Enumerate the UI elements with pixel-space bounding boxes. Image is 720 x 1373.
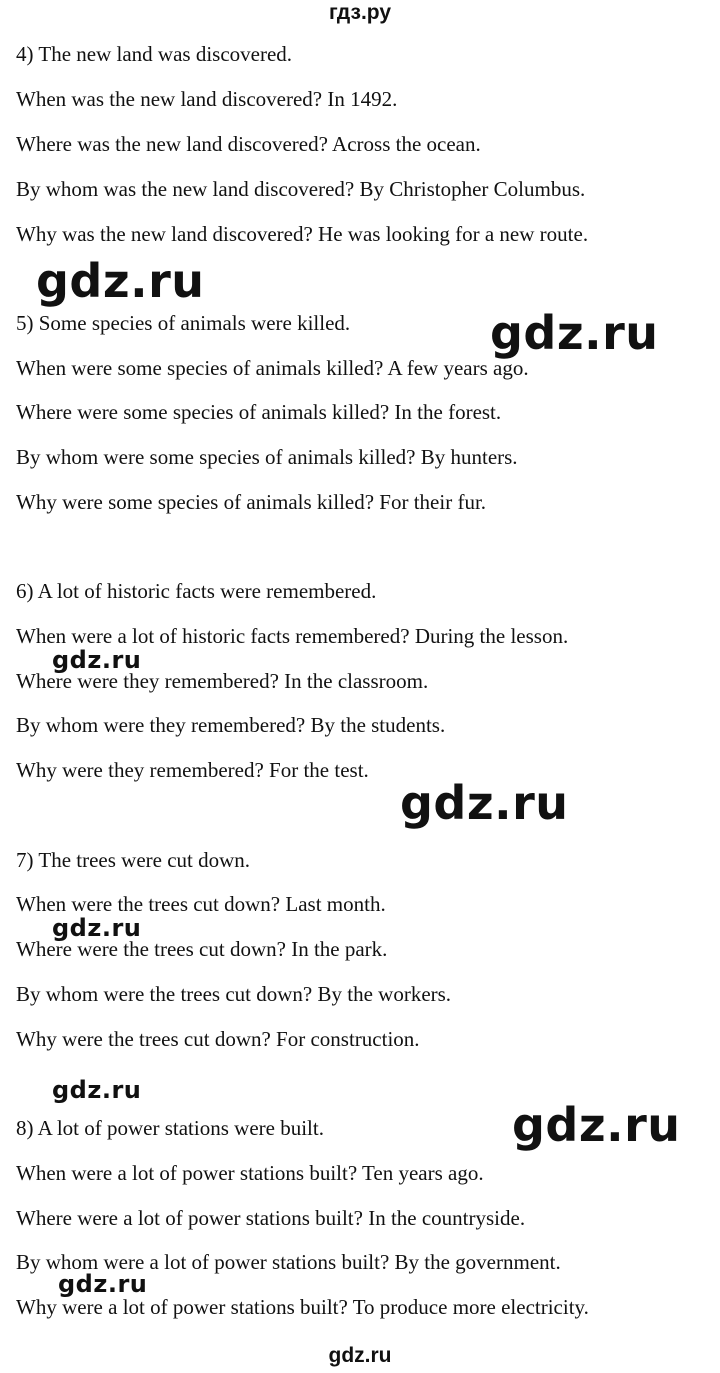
watermark: gdz.ru: [490, 306, 659, 360]
section-5-statement: 5) Some species of animals were killed.: [16, 311, 351, 335]
section-4-where: Where was the new land discovered? Across the ocean.: [16, 132, 481, 156]
section-7-by-whom: By whom were the trees cut down? By the workers.: [16, 982, 452, 1006]
section-6-why: Why were they remembered? For the test.: [16, 758, 369, 782]
section-5-why: Why were some species of animals killed? For their fur.: [16, 490, 487, 514]
section-5-where: Where were some species of animals killed? In the forest.: [16, 400, 502, 424]
section-8-where: Where were a lot of power stations built? In the countryside.: [16, 1206, 526, 1230]
watermark: gdz.ru: [52, 1076, 142, 1104]
watermark: gdz.ru: [52, 646, 142, 674]
section-7-when: When were the trees cut down? Last month.: [16, 892, 386, 916]
watermark: gdz.ru: [400, 776, 569, 830]
section-5-by-whom: By whom were some species of animals killed? By hunters.: [16, 445, 518, 469]
section-7-where: Where were the trees cut down? In the park.: [16, 937, 388, 961]
section-4-why: Why was the new land discovered? He was looking for a new route.: [16, 222, 589, 246]
watermark: gdz.ru: [58, 1270, 148, 1298]
section-6-when: When were a lot of historic facts remembered? During the lesson.: [16, 624, 569, 648]
section-4-by-whom: By whom was the new land discovered? By Christopher Columbus.: [16, 177, 586, 201]
watermark: gdz.ru: [512, 1098, 681, 1152]
section-8-statement: 8) A lot of power stations were built.: [16, 1116, 324, 1140]
section-8-when: When were a lot of power stations built? Ten years ago.: [16, 1161, 484, 1185]
section-6-where: Where were they remembered? In the classroom.: [16, 669, 429, 693]
section-6-statement: 6) A lot of historic facts were remembered.: [16, 579, 377, 603]
section-7-why: Why were the trees cut down? For construction.: [16, 1027, 420, 1051]
watermark: gdz.ru: [52, 914, 142, 942]
site-title: гдз.ру: [328, 1, 392, 24]
section-6-by-whom: By whom were they remembered? By the students.: [16, 713, 446, 737]
section-7-statement: 7) The trees were cut down.: [16, 848, 251, 872]
section-8-by-whom: By whom were a lot of power stations built? By the government.: [16, 1250, 561, 1274]
footer-watermark: gdz.ru: [328, 1344, 392, 1367]
watermark: gdz.ru: [36, 254, 205, 308]
section-8-why: Why were a lot of power stations built? To produce more electricity.: [16, 1295, 589, 1319]
section-5-when: When were some species of animals killed? A few years ago.: [16, 356, 529, 380]
section-4-when: When was the new land discovered? In 1492.: [16, 87, 398, 111]
section-4-statement: 4) The new land was discovered.: [16, 42, 293, 66]
